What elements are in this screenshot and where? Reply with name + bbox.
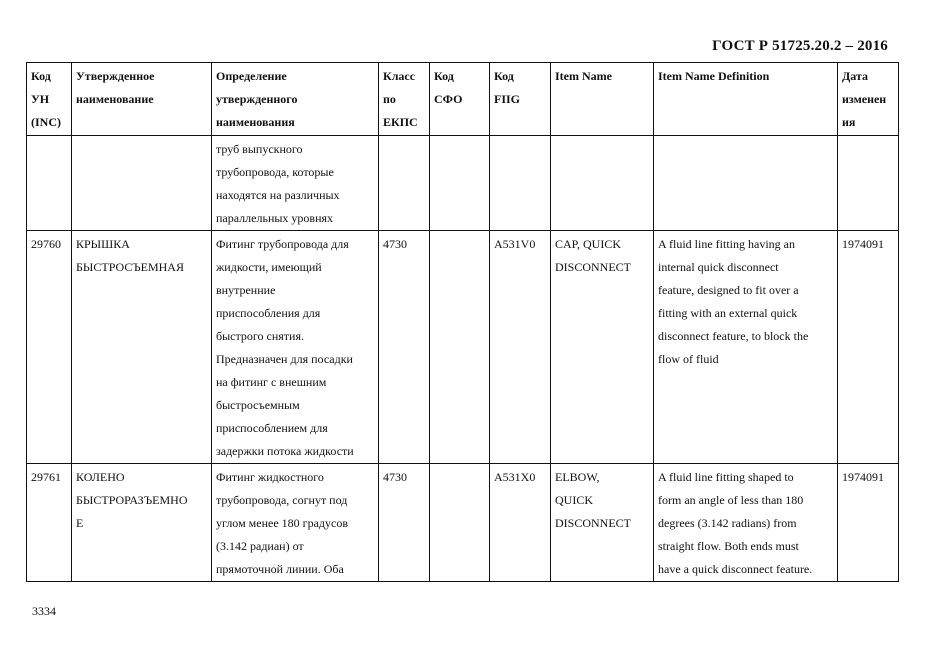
cell-text-line: QUICK: [555, 493, 593, 507]
cell-text-line: 4730: [383, 470, 407, 484]
cell-text-line: быстросъемным: [216, 398, 300, 412]
cell-text-line: fitting with an external quick: [658, 306, 798, 320]
cell-text-line: 4730: [383, 237, 407, 251]
col-header-ekps-class: [379, 63, 430, 136]
cell-text-line: Item Name: [555, 69, 612, 83]
table-row: [27, 231, 899, 464]
col-header-sfo-code: [430, 63, 490, 136]
col-header-item-name: [551, 63, 654, 136]
cell-text-line: Утвержденное: [76, 69, 155, 83]
cell-item-name-definition: [654, 136, 838, 231]
cell-text-line: изменен: [842, 92, 887, 106]
cell-fiig-code: [490, 464, 551, 582]
document-code: ГОСТ Р 51725.20.2 – 2016: [712, 38, 888, 54]
cell-item-name: [551, 136, 654, 231]
cell-item-name: [551, 231, 654, 464]
col-header-approved-name: [72, 63, 212, 136]
cell-text-line: труб выпускного: [216, 142, 303, 156]
cell-text-line: по: [383, 92, 396, 106]
cell-text-line: БЫСТРОРАЗЪЕМНО: [76, 493, 188, 507]
cell-text-line: 1974091: [842, 470, 884, 484]
cell-text-line: приспособления для: [216, 306, 321, 320]
cell-approved-name: [72, 464, 212, 582]
cell-text-line: ЕКПС: [383, 115, 418, 129]
cell-definition: [212, 136, 379, 231]
cell-text-line: 1974091: [842, 237, 884, 251]
col-header-definition: [212, 63, 379, 136]
cell-text-line: находятся на различных: [216, 188, 340, 202]
cell-text-line: Е: [76, 516, 84, 530]
cell-text-line: (INC): [31, 115, 61, 129]
cell-text-line: DISCONNECT: [555, 516, 632, 530]
cell-item-name: [551, 464, 654, 582]
cell-fiig-code: [490, 136, 551, 231]
cell-text-line: углом менее 180 градусов: [216, 516, 349, 530]
cell-item-name-definition: [654, 231, 838, 464]
cell-text-line: на фитинг с внешним: [216, 375, 327, 389]
table-row: [27, 136, 899, 231]
cell-text-line: (3.142 радиан) от: [216, 539, 304, 553]
col-header-inc: [27, 63, 72, 136]
cell-text-line: A531X0: [494, 470, 536, 484]
cell-text-line: наименование: [76, 92, 154, 106]
cell-sfo-code: [430, 231, 490, 464]
cell-text-line: flow of fluid: [658, 352, 719, 366]
cell-inc: [27, 231, 72, 464]
cell-text-line: УН: [31, 92, 50, 106]
cell-text-line: FIIG: [494, 92, 521, 106]
cell-sfo-code: [430, 136, 490, 231]
cell-text-line: ия: [842, 115, 856, 129]
cell-text-line: internal quick disconnect: [658, 260, 779, 274]
cell-text-line: Дата: [842, 69, 868, 83]
cell-sfo-code: [430, 464, 490, 582]
cell-text-line: КОЛЕНО: [76, 470, 125, 484]
page-number: 3334: [32, 604, 56, 618]
cell-text-line: Код: [31, 69, 51, 83]
cell-text-line: Определение: [216, 69, 287, 83]
cell-text-line: DISCONNECT: [555, 260, 632, 274]
col-header-item-name-definition: [654, 63, 838, 136]
cell-definition: [212, 464, 379, 582]
cell-text-line: ELBOW,: [555, 470, 600, 484]
cell-ekps-class: [379, 231, 430, 464]
cell-text-line: быстрого снятия.: [216, 329, 304, 343]
cell-text-line: degrees (3.142 radians) from: [658, 516, 797, 530]
col-header-change-date: [838, 63, 899, 136]
cell-ekps-class: [379, 464, 430, 582]
cell-text-line: form an angle of less than 180: [658, 493, 804, 507]
cell-text-line: A fluid line fitting having an: [658, 237, 795, 251]
cell-text-line: СФО: [434, 92, 463, 106]
col-header-fiig-code: [490, 63, 551, 136]
cell-ekps-class: [379, 136, 430, 231]
cell-definition: [212, 231, 379, 464]
cell-text-line: A fluid line fitting shaped to: [658, 470, 794, 484]
cell-text-line: внутренние: [216, 283, 276, 297]
cell-text-line: Item Name Definition: [658, 69, 770, 83]
cell-text-line: трубопровода, которые: [216, 165, 334, 179]
cell-inc: [27, 464, 72, 582]
cell-text-line: 29760: [31, 237, 61, 251]
cell-change-date: [838, 464, 899, 582]
table-header-row: [27, 63, 899, 136]
cell-text-line: жидкости, имеющий: [216, 260, 322, 274]
table-row: [27, 464, 899, 582]
cell-text-line: Фитинг трубопровода для: [216, 237, 349, 251]
cell-text-line: CAP, QUICK: [555, 237, 622, 251]
cell-text-line: Код: [494, 69, 514, 83]
cell-approved-name: [72, 136, 212, 231]
cell-text-line: прямоточной линии. Оба: [216, 562, 344, 576]
cell-text-line: 29761: [31, 470, 61, 484]
cell-item-name-definition: [654, 464, 838, 582]
cell-text-line: straight flow. Both ends must: [658, 539, 799, 553]
cell-text-line: утвержденного: [216, 92, 298, 106]
cell-approved-name: [72, 231, 212, 464]
cell-change-date: [838, 136, 899, 231]
cell-text-line: трубопровода, согнут под: [216, 493, 348, 507]
cell-text-line: задержки потока жидкости: [216, 444, 354, 458]
cell-change-date: [838, 231, 899, 464]
cell-text-line: Код: [434, 69, 454, 83]
cell-text-line: параллельных уровнях: [216, 211, 334, 225]
cell-text-line: feature, designed to fit over a: [658, 283, 799, 297]
cell-text-line: A531V0: [494, 237, 536, 251]
cell-text-line: БЫСТРОСЪЕМНАЯ: [76, 260, 184, 274]
cell-text-line: have a quick disconnect feature.: [658, 562, 813, 576]
cell-text-line: Фитинг жидкостного: [216, 470, 324, 484]
cell-inc: [27, 136, 72, 231]
cell-text-line: Предназначен для посадки: [216, 352, 353, 366]
cell-text-line: disconnect feature, to block the: [658, 329, 809, 343]
cell-text-line: КРЫШКА: [76, 237, 130, 251]
cell-text-line: Класс: [383, 69, 416, 83]
cell-text-line: приспособлением для: [216, 421, 328, 435]
cell-text-line: наименования: [216, 115, 295, 129]
cell-fiig-code: [490, 231, 551, 464]
catalog-table: [26, 62, 899, 582]
